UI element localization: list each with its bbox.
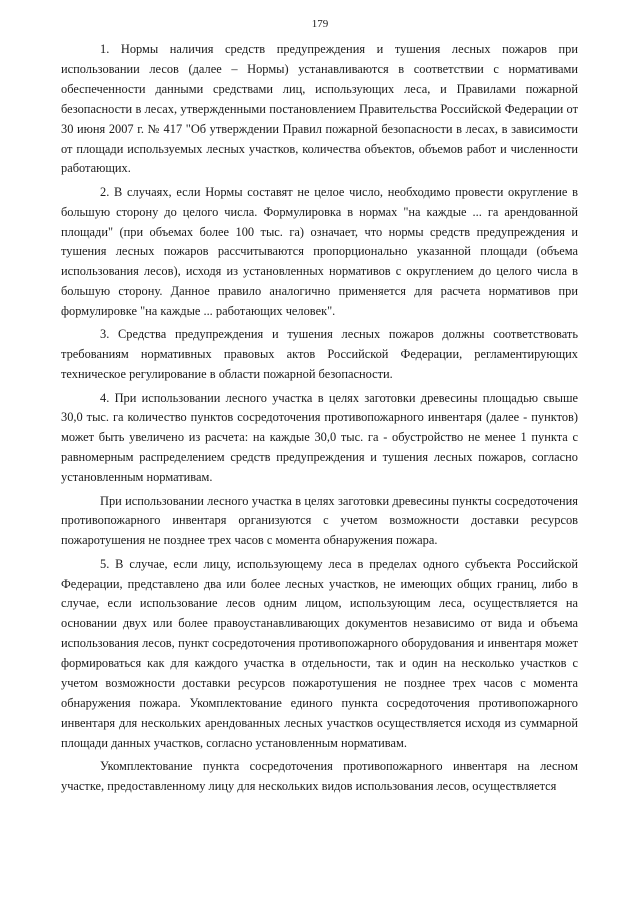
paragraph-multiple-uses: Укомплектование пункта сосредоточения противопожарного инвентаря на лесном участке, предоставленному лицу для нескольких видов использования лесов, осуществляется bbox=[61, 759, 578, 793]
paragraph-delivery-time: При использовании лесного участка в целях заготовки древесины пункты сосредоточения противопожарного инвентаря организуются с учетом возможности доставки ресурсов пожаротушения не позднее трех часов с момента обнаружения пожара. bbox=[61, 493, 578, 548]
paragraph-multiple-plots: 5. В случае, если лицу, использующему леса в пределах одного субъекта Российской Федерации, представлено два или более лесных участков, не имеющих общих границ, либо в случае, если использование лесов одним лицом, использующим леса, осуществляется на основании двух или более правоустанавливающих документов независимо от вида и объема использования лесов, пункт сосредоточения противопожарного оборудования и инвентаря может формироваться как для каждого участка в отдельности, так и один на несколько участков с учетом возможности доставки ресурсов пожаротушения не позднее трех часов с момента обнаружения пожара. Укомплектование единого пункта сосредоточения противопожарного инвентаря для нескольких арендованных лесных участков осуществляется исходя из суммарной площади данных участков, согласно установленным нормативам. bbox=[61, 556, 578, 750]
paragraph-compliance: 3. Средства предупреждения и тушения лесных пожаров должны соответствовать требованиям нормативных правовых актов Российской Федерации, регламентирующих техническое регулирование в области пожарной безопасности. bbox=[61, 327, 578, 382]
paragraph-norms-definition: 1. Нормы наличия средств предупреждения и тушения лесных пожаров при использовании лесов (далее – Нормы) устанавливаются в соответствии с нормативами обеспеченности данными средствами лиц, использующих леса, и Правилами пожарной безопасности в лесах, утвержденными постановлением Правительства Российской Федерации от 30 июня 2007 г. № 417 "Об утверждении Правил пожарной безопасности в лесах, в зависимости от площади используемых лесных участков, количества объектов, объемов работ и численности работающих. bbox=[61, 42, 578, 176]
paragraph-large-plots: 4. При использовании лесного участка в целях заготовки древесины площадью свыше 30,0 тыс. га количество пунктов сосредоточения противопожарного инвентаря (далее - пунктов) может быть увеличено из расчета: на каждые 30,0 тыс. га - обустройство не менее 1 пункта с равномерным распределением средств предупреждения и тушения лесных пожаров, согласно установленным нормативам. bbox=[61, 390, 578, 485]
document-body bbox=[61, 40, 578, 800]
page-number: 179 bbox=[311, 18, 329, 30]
paragraph-rounding-rule: 2. В случаях, если Нормы составят не целое число, необходимо провести округление в большую сторону до целого числа. Формулировка в нормах "на каждые ... га арендованной площади" (при объемах более 100 тыс. га) означает, что нормы средств предупреждения и тушения лесных пожаров рассчитываются пропорционально указанной площади (объема использования лесов), исходя из установленных нормативов с округлением до целого числа в большую сторону. Данное правило аналогично применяется для расчета нормативов при формулировке "на каждые ... работающих человек". bbox=[61, 184, 578, 319]
